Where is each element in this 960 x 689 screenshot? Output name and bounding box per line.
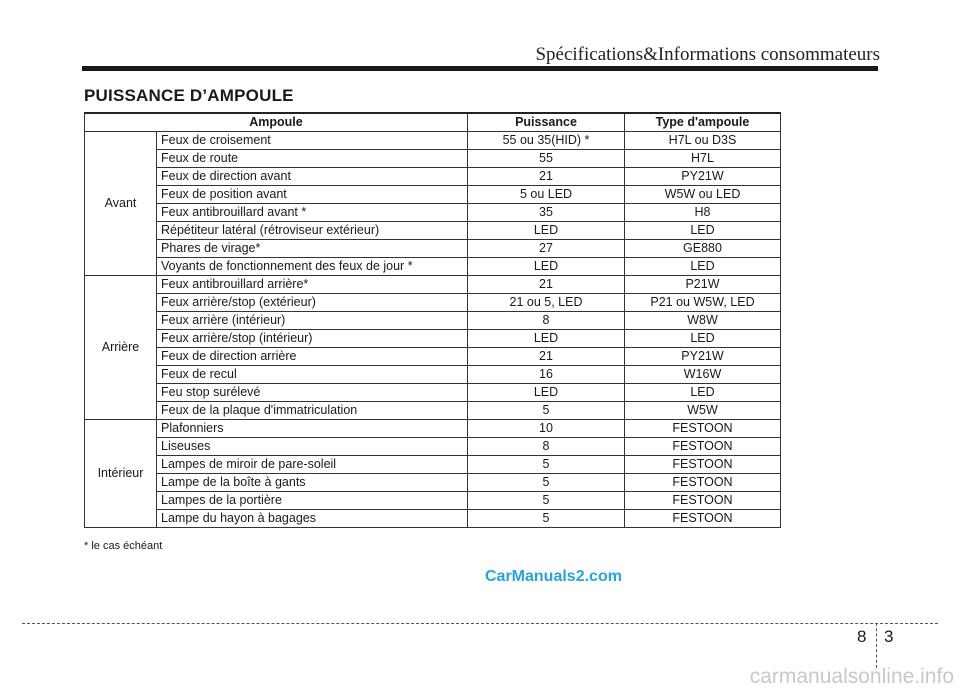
bulb-name-cell: Feux arrière (intérieur)	[157, 312, 468, 330]
watermark-top[interactable]: CarManuals2.com	[485, 568, 622, 585]
bulb-type-cell: H7L	[625, 150, 781, 168]
power-cell: LED	[468, 222, 625, 240]
table-row	[85, 438, 781, 456]
group-label: Arrière	[85, 276, 157, 420]
watermark-bottom[interactable]: carmanualsonline.info	[749, 665, 954, 688]
bulb-type-cell: PY21W	[625, 168, 781, 186]
bulb-type-cell: P21W	[625, 276, 781, 294]
bulb-name-cell: Feux de recul	[157, 366, 468, 384]
power-cell: 5	[468, 510, 625, 528]
bulb-name-cell: Feux de direction arrière	[157, 348, 468, 366]
power-cell: 55	[468, 150, 625, 168]
header-puissance: Puissance	[468, 113, 625, 132]
table-row	[85, 420, 781, 438]
table-row	[85, 384, 781, 402]
bulb-type-cell: LED	[625, 222, 781, 240]
header-rule	[82, 66, 878, 71]
bulb-name-cell: Lampe du hayon à bagages	[157, 510, 468, 528]
bulb-type-cell: P21 ou W5W, LED	[625, 294, 781, 312]
bulb-name-cell: Feux antibrouillard avant *	[157, 204, 468, 222]
bulb-type-cell: FESTOON	[625, 438, 781, 456]
table-row	[85, 330, 781, 348]
bulb-type-cell: FESTOON	[625, 420, 781, 438]
table-row	[85, 222, 781, 240]
footnote: * le cas échéant	[84, 540, 163, 552]
header-ampoule: Ampoule	[85, 113, 468, 132]
bulb-type-cell: H8	[625, 204, 781, 222]
bulb-type-cell: FESTOON	[625, 492, 781, 510]
table-row	[85, 294, 781, 312]
table-row	[85, 474, 781, 492]
bulb-type-cell: FESTOON	[625, 474, 781, 492]
bulb-type-cell: W8W	[625, 312, 781, 330]
bulb-type-cell: LED	[625, 258, 781, 276]
table-row	[85, 402, 781, 420]
footer-rule	[22, 623, 938, 624]
table-row	[85, 150, 781, 168]
table-row	[85, 258, 781, 276]
power-cell: LED	[468, 384, 625, 402]
power-cell: 5	[468, 474, 625, 492]
bulb-type-cell: GE880	[625, 240, 781, 258]
power-cell: 21 ou 5, LED	[468, 294, 625, 312]
table-row	[85, 276, 781, 294]
bulb-type-cell: LED	[625, 384, 781, 402]
table-row	[85, 132, 781, 150]
power-cell: 35	[468, 204, 625, 222]
power-cell: 8	[468, 312, 625, 330]
table-row	[85, 366, 781, 384]
bulb-name-cell: Feux de direction avant	[157, 168, 468, 186]
power-cell: 16	[468, 366, 625, 384]
bulb-type-cell: FESTOON	[625, 510, 781, 528]
bulb-name-cell: Feux de croisement	[157, 132, 468, 150]
bulb-name-cell: Phares de virage*	[157, 240, 468, 258]
bulb-name-cell: Liseuses	[157, 438, 468, 456]
bulb-name-cell: Plafonniers	[157, 420, 468, 438]
bulb-name-cell: Feux de la plaque d'immatriculation	[157, 402, 468, 420]
power-cell: 55 ou 35(HID) *	[468, 132, 625, 150]
table-row	[85, 312, 781, 330]
page-number: 3	[884, 627, 894, 646]
group-label: Avant	[85, 132, 157, 276]
bulb-type-cell: W5W ou LED	[625, 186, 781, 204]
bulb-name-cell: Lampes de la portière	[157, 492, 468, 510]
bulb-name-cell: Feux antibrouillard arrière*	[157, 276, 468, 294]
footer-divider	[876, 623, 877, 668]
power-cell: LED	[468, 258, 625, 276]
table-row	[85, 492, 781, 510]
bulb-name-cell: Répétiteur latéral (rétroviseur extérieur)	[157, 222, 468, 240]
bulb-name-cell: Feux arrière/stop (intérieur)	[157, 330, 468, 348]
table-header-row	[85, 113, 781, 132]
table-row	[85, 510, 781, 528]
chapter-number: 8	[857, 627, 867, 646]
power-cell: 27	[468, 240, 625, 258]
bulb-name-cell: Lampes de miroir de pare-soleil	[157, 456, 468, 474]
group-label: Intérieur	[85, 420, 157, 528]
bulb-table	[84, 112, 781, 528]
bulb-name-cell: Feu stop surélevé	[157, 384, 468, 402]
table-row	[85, 186, 781, 204]
bulb-type-cell: LED	[625, 330, 781, 348]
bulb-type-cell: PY21W	[625, 348, 781, 366]
bulb-type-cell: W16W	[625, 366, 781, 384]
bulb-name-cell: Voyants de fonctionnement des feux de jour *	[157, 258, 468, 276]
section-title: PUISSANCE D’AMPOULE	[84, 86, 294, 105]
bulb-type-cell: H7L ou D3S	[625, 132, 781, 150]
power-cell: 5 ou LED	[468, 186, 625, 204]
table-row	[85, 348, 781, 366]
power-cell: 21	[468, 348, 625, 366]
header-type: Type d'ampoule	[625, 113, 781, 132]
power-cell: 5	[468, 492, 625, 510]
table-body	[85, 132, 781, 528]
bulb-name-cell: Feux de route	[157, 150, 468, 168]
bulb-name-cell: Lampe de la boîte à gants	[157, 474, 468, 492]
power-cell: 8	[468, 438, 625, 456]
bulb-name-cell: Feux arrière/stop (extérieur)	[157, 294, 468, 312]
power-cell: LED	[468, 330, 625, 348]
header-title: Spécifications&Informations consommateurs	[535, 44, 880, 65]
power-cell: 21	[468, 168, 625, 186]
power-cell: 5	[468, 456, 625, 474]
power-cell: 21	[468, 276, 625, 294]
table-row	[85, 204, 781, 222]
table-row	[85, 240, 781, 258]
table-row	[85, 456, 781, 474]
bulb-type-cell: FESTOON	[625, 456, 781, 474]
bulb-name-cell: Feux de position avant	[157, 186, 468, 204]
bulb-type-cell: W5W	[625, 402, 781, 420]
table-row	[85, 168, 781, 186]
power-cell: 10	[468, 420, 625, 438]
power-cell: 5	[468, 402, 625, 420]
